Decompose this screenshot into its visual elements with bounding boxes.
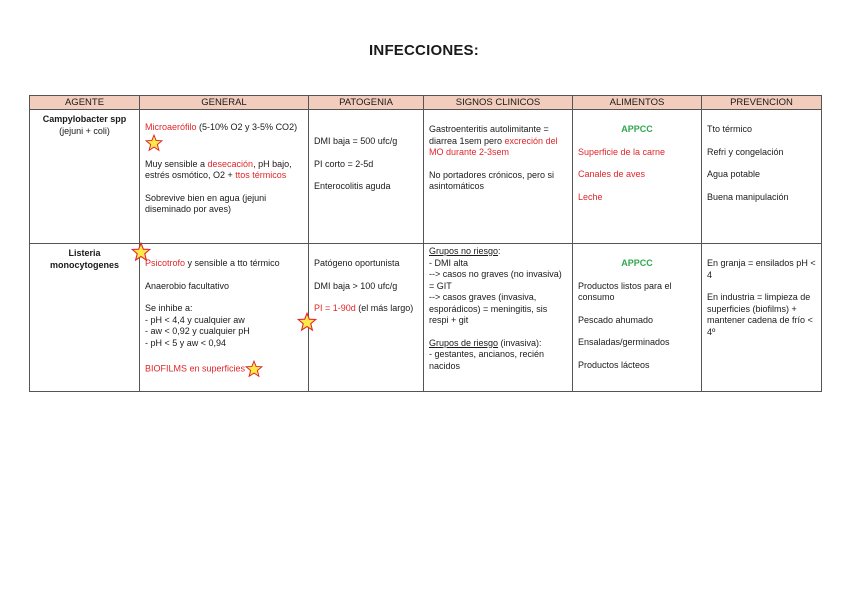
sens-text-mid: , pH bajo, estrés osmótico, O2 + xyxy=(145,158,292,180)
grupo-riesgo-detail: (invasiva): xyxy=(498,337,542,348)
prevencion-item: En industria = limpieza de superficies (biofilms) + mantener cadena de frío < 4º xyxy=(707,292,813,337)
alimentos-cell-campylobacter xyxy=(573,110,702,244)
psicotrofo-detail: y sensible a tto térmico xyxy=(185,258,280,268)
prevencion-item: Tto térmico xyxy=(707,124,753,134)
alimento-item: Superficie de la carne xyxy=(578,146,666,157)
header-patogenia: PATOGENIA xyxy=(309,96,424,110)
sens-desecacion: desecación xyxy=(207,158,254,169)
patogenia-item: Patógeno oportunista xyxy=(314,258,400,268)
star-icon xyxy=(297,312,317,332)
table-row-listeria xyxy=(30,244,822,392)
general-sobrevive: Sobrevive bien en agua (jejuni diseminado por aves) xyxy=(145,192,267,214)
page-title: INFECCIONES: xyxy=(369,42,479,59)
alimento-item: Canales de aves xyxy=(578,169,646,179)
infections-table xyxy=(29,95,822,392)
general-sensible xyxy=(145,159,303,182)
patogenia-item: PI corto = 2-5d xyxy=(314,158,374,169)
patogenia-pi xyxy=(314,303,418,315)
signos-gastro xyxy=(429,124,567,159)
pi-label: PI = 1-90d xyxy=(314,303,356,313)
general-anaerobio: Anaerobio facultativo xyxy=(145,280,230,291)
general-psicotrofo xyxy=(145,258,303,270)
alimento-item: Ensaladas/germinados xyxy=(578,337,670,347)
signos-cell-campylobacter xyxy=(424,110,573,244)
inhibe-item: - pH < 4,4 y cualquier aw xyxy=(145,314,245,325)
signos-text: Gastroenteritis autolimitante = diarrea 1sem pero xyxy=(429,124,549,146)
grupo-colon: : xyxy=(498,246,501,256)
patogenia-item: DMI baja = 500 ufc/g xyxy=(314,136,398,146)
signos-excrecion: excreción del MO durante 2-3sem xyxy=(429,135,558,157)
header-alimentos: ALIMENTOS xyxy=(573,96,702,110)
star-icon xyxy=(131,242,151,262)
appcc-label: APPCC xyxy=(621,258,653,268)
grupo-riesgo xyxy=(429,338,567,350)
agent-name: Campylobacter spp xyxy=(42,114,127,124)
signos-item: --> casos graves (invasiva, esporádicos) = meningitis, sis respi + git xyxy=(429,292,548,325)
sens-ttos: ttos térmicos xyxy=(235,170,287,180)
header-agente: AGENTE xyxy=(30,96,140,110)
prevencion-cell-listeria xyxy=(702,244,822,392)
prevencion-item: Refri y congelación xyxy=(707,146,784,157)
signos-cell-listeria xyxy=(424,244,573,392)
agent-subtitle: (jejuni + coli) xyxy=(59,125,110,136)
prevencion-item: Buena manipulación xyxy=(707,191,789,202)
grupo-no-riesgo-title: Grupos no riesgo xyxy=(429,246,499,256)
pi-detail: (el más largo) xyxy=(355,303,414,313)
star-icon xyxy=(245,360,263,378)
grupo-no-riesgo xyxy=(429,246,567,258)
alimentos-cell-listeria xyxy=(573,244,702,392)
star-icon xyxy=(145,134,163,152)
inhibe-item: - aw < 0,92 y cualquier pH xyxy=(145,326,250,336)
table-row-campylobacter xyxy=(30,110,822,244)
micro-detail: (5-10% O2 y 3-5% CO2) xyxy=(196,122,298,132)
signos-portadores: No portadores crónicos, pero si asintomáticos xyxy=(429,169,555,191)
header-row xyxy=(30,96,822,110)
prevencion-item: Agua potable xyxy=(707,169,761,179)
signos-item: - gestantes, ancianos, recién nacidos xyxy=(429,349,545,371)
grupo-riesgo-title: Grupos de riesgo xyxy=(429,337,499,348)
agent-cell-campylobacter xyxy=(30,110,140,244)
header-general: GENERAL xyxy=(140,96,309,110)
alimento-item: Productos listos para el consumo xyxy=(578,280,672,302)
patogenia-cell-campylobacter xyxy=(309,110,424,244)
alimento-item: Leche xyxy=(578,191,603,202)
signos-item: --> casos no graves (no invasiva) = GIT xyxy=(429,269,562,291)
inhibe-item: - pH < 5 y aw < 0,94 xyxy=(145,337,227,348)
patogenia-item: Enterocolitis aguda xyxy=(314,181,391,191)
micro-label: Microaerófilo xyxy=(145,122,197,132)
appcc-label: APPCC xyxy=(621,124,653,134)
general-cell-campylobacter xyxy=(140,110,309,244)
general-micro xyxy=(145,122,303,152)
header-signos: SIGNOS CLINICOS xyxy=(424,96,573,110)
sens-text: Muy sensible a xyxy=(145,158,208,169)
biofilms-label: BIOFILMS en superficies xyxy=(145,363,246,374)
agent-cell-listeria xyxy=(30,244,140,392)
general-inhibe: Se inhibe a: xyxy=(145,303,193,313)
psicotrofo-label: Psicotrofo xyxy=(145,258,186,268)
alimento-item: Pescado ahumado xyxy=(578,314,654,325)
header-prevencion: PREVENCION xyxy=(702,96,822,110)
general-biofilms xyxy=(145,360,303,378)
patogenia-cell-listeria xyxy=(309,244,424,392)
agent-name: Listeria monocytogenes xyxy=(49,248,119,270)
prevencion-cell-campylobacter xyxy=(702,110,822,244)
prevencion-item: En granja = ensilados pH < 4 xyxy=(707,258,816,280)
signos-item: - DMI alta xyxy=(429,257,469,268)
patogenia-item: DMI baja > 100 ufc/g xyxy=(314,280,398,291)
general-cell-listeria xyxy=(140,244,309,392)
alimento-item: Productos lácteos xyxy=(578,359,650,370)
